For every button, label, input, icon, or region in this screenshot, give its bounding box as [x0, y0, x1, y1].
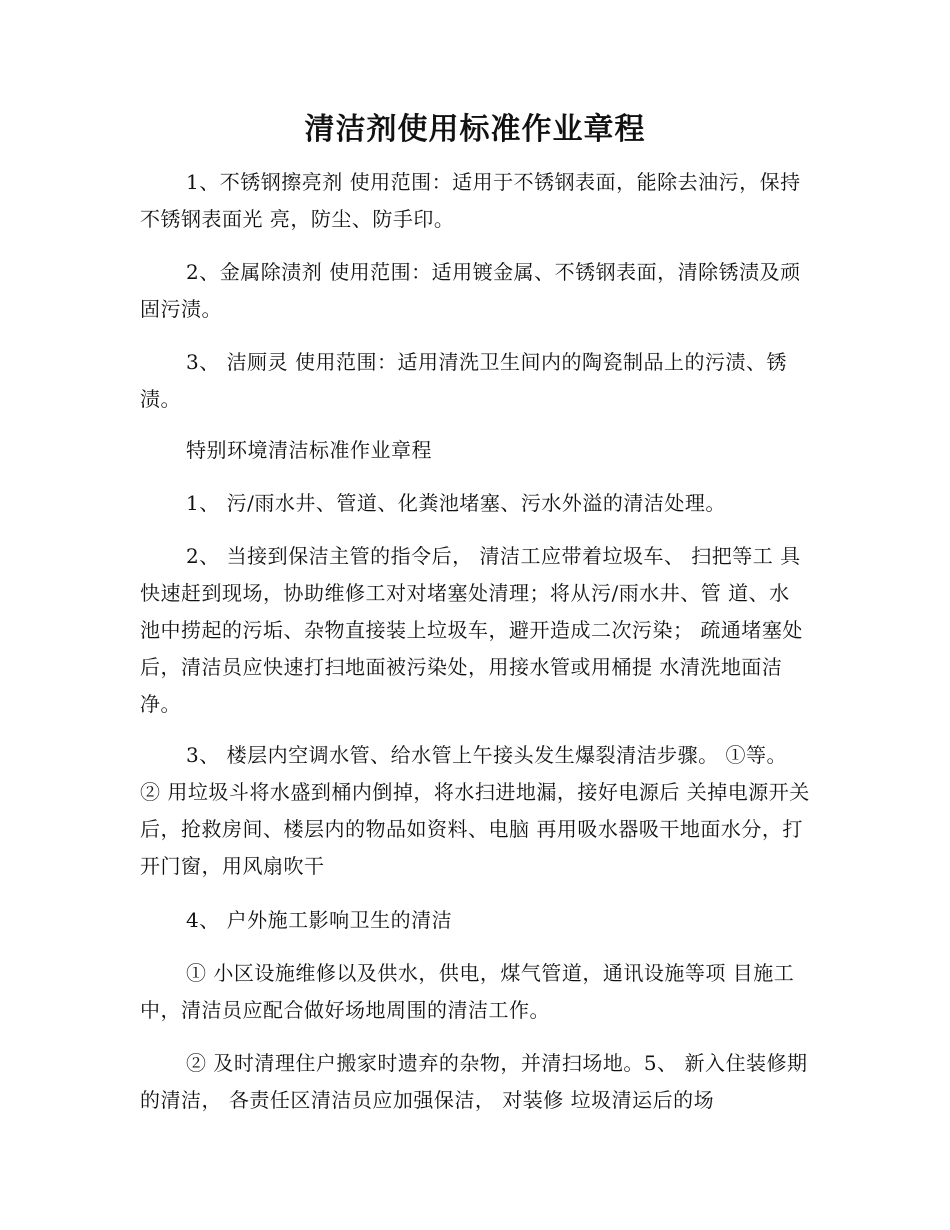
paragraph-8: ① 小区设施维修以及供水，供电，煤气管道，通讯设施等项 目施工中，清洁员应配合做好场地周围的清洁工作。: [140, 961, 795, 1022]
paragraph-5: 2、 当接到保洁主管的指令后， 清洁工应带着垃圾车、 扫把等工 具快速赶到现场，协助维修工对对堵塞处清理；将从污/雨水井、管 道、水池中捞起的污垢、杂物直接装上垃圾车，避开造成二次污染； 疏通堵塞处后，清洁员应快速打扫地面被污染处，用接水管或用桶提 水清洗地面洁净。: [140, 544, 803, 716]
section-heading: 特别环境清洁标准作业章程: [186, 438, 432, 462]
paragraph-4: 1、 污/雨水井、管道、化粪池堵塞、污水外溢的清洁处理。: [186, 491, 726, 515]
paragraph-2: 2、金属除渍剂 使用范围：适用镀金属、不锈钢表面，清除锈渍及顽固污渍。: [140, 260, 801, 321]
paragraph-6: 3、 楼层内空调水管、给水管上午接头发生爆裂清洁步骤。 ①等。 ② 用垃圾斗将水盛到桶内倒掉，将水扫进地漏，接好电源后 关掉电源开关后，抢救房间、楼层内的物品如资料、电脑 再用吸水器吸干地面水分，打开门窗，用风扇吹干: [140, 743, 810, 878]
paragraph-7: 4、 户外施工影响卫生的清洁: [186, 908, 453, 932]
paragraph-9: ② 及时清理住户搬家时遗弃的杂物，并清扫场地。5、 新入住装修期的清洁， 各责任区清洁员应加强保洁， 对装修 垃圾清运后的场: [140, 1051, 808, 1112]
paragraph-3: 3、 洁厕灵 使用范围：适用清洗卫生间内的陶瓷制品上的污渍、锈渍。: [140, 350, 787, 411]
document-title: 清洁剂使用标准作业章程: [304, 112, 646, 147]
paragraph-1: 1、不锈钢擦亮剂 使用范围：适用于不锈钢表面，能除去油污，保持不锈钢表面光 亮，防尘、防手印。: [140, 170, 801, 231]
